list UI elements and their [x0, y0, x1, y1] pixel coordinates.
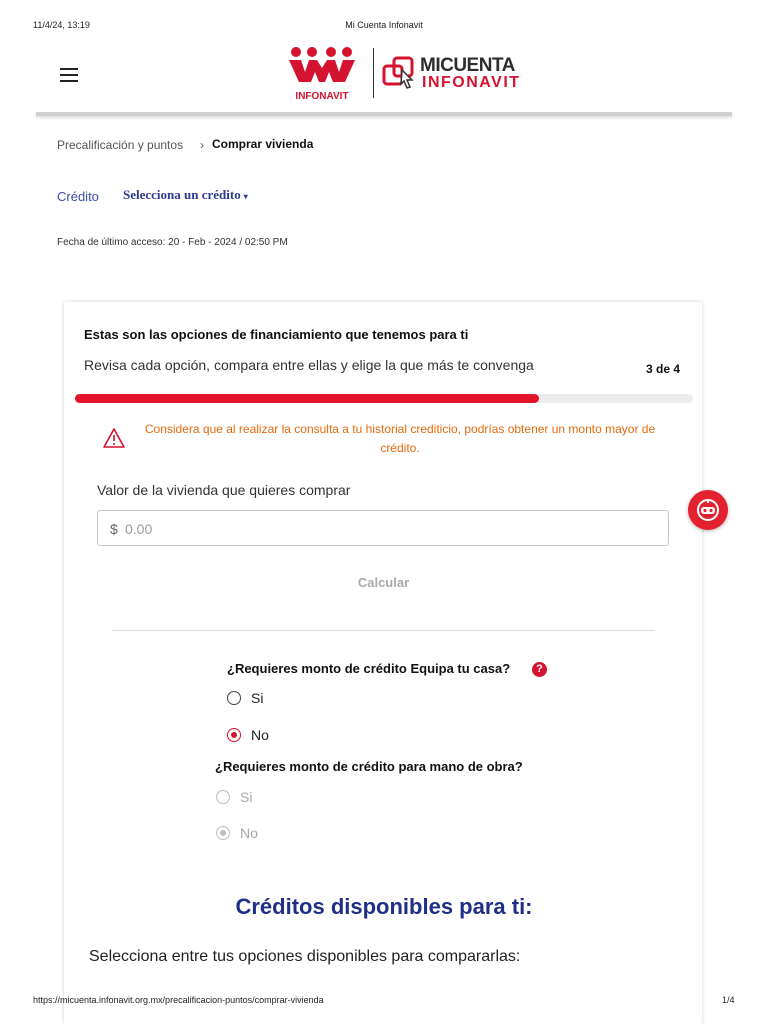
hamburger-menu-icon[interactable] [60, 68, 78, 82]
q1-radio-no[interactable] [227, 728, 241, 742]
progress-bar [75, 394, 693, 403]
credito-dropdown-value: Selecciona un crédito [123, 187, 241, 202]
calcular-button[interactable]: Calcular [357, 575, 410, 590]
breadcrumb-parent[interactable]: Precalificación y puntos [57, 138, 184, 152]
progress-bar-fill [75, 394, 539, 403]
card-title: Estas son las opciones de financiamiento que tenemos para ti [84, 327, 469, 342]
card-subtitle: Revisa cada opción, compara entre ellas y elige la que más te convenga [84, 357, 534, 373]
header-divider [36, 112, 732, 116]
infonavit-logo[interactable] [287, 46, 357, 102]
micuenta-logo[interactable] [382, 52, 522, 96]
q2-label-no: No [240, 825, 258, 841]
warning-text: Considera que al realizar la consulta a tu historial crediticio, podrías obtener un monto mayor de crédito. [144, 422, 656, 455]
q1-label-no[interactable]: No [251, 727, 269, 743]
home-value-placeholder: 0.00 [125, 521, 153, 537]
print-datetime: 11/4/24, 13:19 [33, 20, 90, 30]
q2-radio-si [216, 790, 230, 804]
section-divider [112, 630, 655, 631]
q2-label-si: Si [240, 789, 253, 805]
last-access-text: Fecha de último acceso: 20 - Feb - 2024 / 02:50 PM [57, 237, 288, 248]
question-mano-obra: ¿Requieres monto de crédito para mano de obra? [215, 759, 523, 774]
credito-dropdown[interactable] [123, 187, 248, 203]
breadcrumb-current: Comprar vivienda [212, 137, 314, 151]
infonavit-logo-text: INFONAVIT [295, 91, 349, 102]
home-value-input[interactable] [97, 510, 669, 546]
micuenta-logo-line1: MICUENTA [420, 55, 515, 76]
question-equipa-casa: ¿Requieres monto de crédito Equipa tu casa? [227, 661, 511, 676]
warning-icon [102, 426, 126, 450]
step-indicator: 3 de 4 [646, 362, 681, 376]
q1-label-si[interactable]: Si [251, 690, 264, 706]
credito-label: Crédito [57, 189, 99, 204]
q2-radio-no [216, 826, 230, 840]
print-title: Mi Cuenta Infonavit [345, 20, 423, 30]
print-page: 1/4 [722, 995, 735, 1005]
breadcrumb-separator: › [200, 138, 204, 152]
value-label: Valor de la vivienda que quieres comprar [97, 482, 351, 498]
creditos-section-subtitle: Selecciona entre tus opciones disponibles para compararlas: [89, 948, 521, 965]
logo-divider [373, 48, 374, 98]
caret-down-icon: ▾ [243, 191, 248, 201]
creditos-section-title: Créditos disponibles para ti: [235, 894, 533, 919]
q1-radio-si[interactable] [227, 691, 241, 705]
micuenta-logo-line2: INFONAVIT [422, 74, 521, 91]
print-url: https://micuenta.infonavit.org.mx/precalificacion-puntos/comprar-vivienda [33, 995, 324, 1005]
currency-symbol: $ [110, 521, 118, 537]
assistant-chat-button[interactable] [688, 490, 728, 530]
assistant-icon [688, 490, 728, 530]
help-icon[interactable]: ? [532, 662, 547, 677]
